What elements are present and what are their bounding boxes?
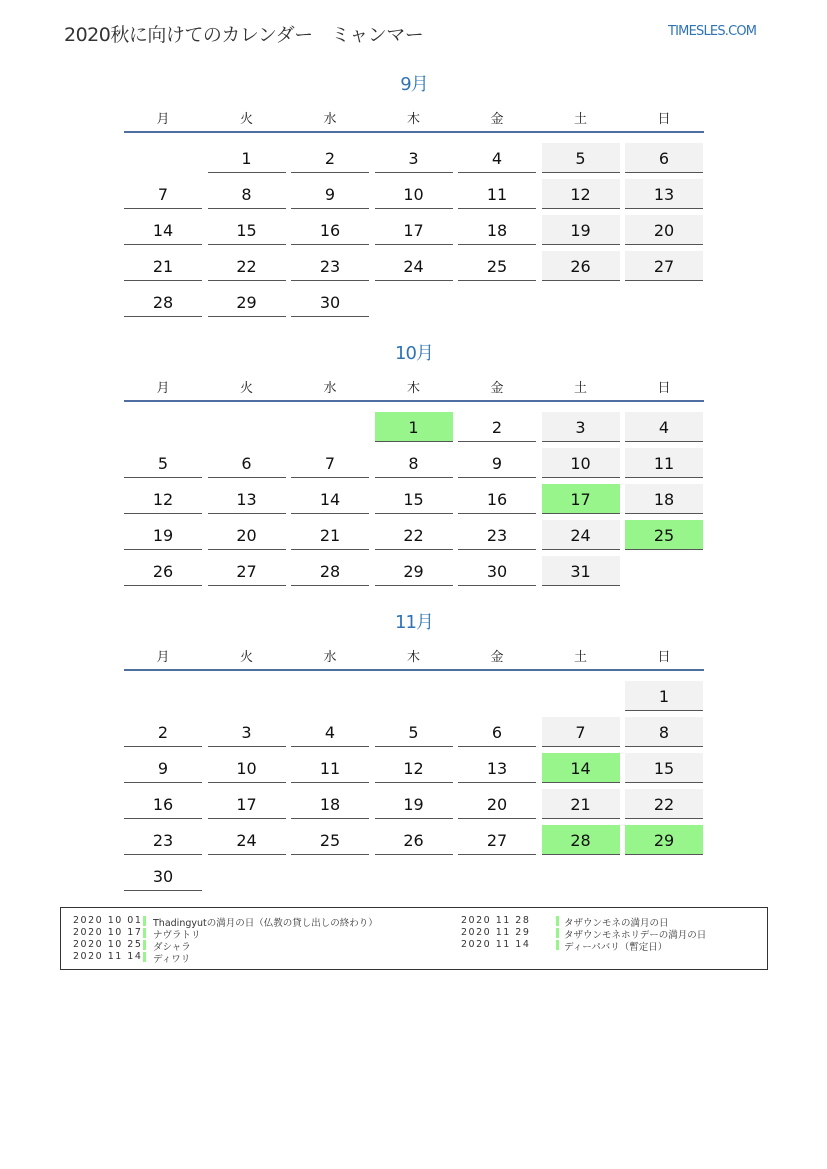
legend-name: Thadingyutの満月の日（仏教の貸し出しの終わり） bbox=[153, 918, 378, 929]
day-cell: 15 bbox=[375, 484, 453, 514]
day-cell: 20 bbox=[625, 215, 703, 245]
day-cell: 20 bbox=[458, 789, 536, 819]
holiday-legend bbox=[60, 907, 768, 970]
legend-name: ダシャラ bbox=[153, 942, 191, 953]
legend-marker bbox=[143, 928, 146, 938]
day-cell: 27 bbox=[458, 825, 536, 855]
day-cell: 16 bbox=[291, 215, 369, 245]
day-cell: 2 bbox=[124, 717, 202, 747]
legend-name: タザウンモネの満月の日 bbox=[564, 918, 669, 929]
day-cell: 19 bbox=[375, 789, 453, 819]
day-cell: 10 bbox=[208, 753, 286, 783]
month-title: 9月 bbox=[400, 74, 428, 95]
weekday-label-thursday: 木 bbox=[406, 650, 420, 665]
day-cell: 10 bbox=[375, 179, 453, 209]
legend-name: タザウンモネホリデーの満月の日 bbox=[564, 930, 707, 941]
day-cell: 1 bbox=[625, 681, 703, 711]
weekday-label-monday: 月 bbox=[156, 381, 170, 396]
day-cell: 19 bbox=[542, 215, 620, 245]
day-cell: 5 bbox=[375, 717, 453, 747]
legend-date: 2020 11 14 bbox=[73, 951, 143, 962]
weekday-label-friday: 金 bbox=[490, 112, 504, 127]
day-cell: 10 bbox=[542, 448, 620, 478]
day-cell: 20 bbox=[208, 520, 286, 550]
holiday-day-cell: 25 bbox=[625, 520, 703, 550]
month-october bbox=[124, 339, 704, 589]
day-cell: 9 bbox=[291, 179, 369, 209]
day-cell: 3 bbox=[375, 143, 453, 173]
legend-marker bbox=[556, 916, 559, 926]
month-title: 11月 bbox=[395, 612, 433, 633]
day-cell: 21 bbox=[124, 251, 202, 281]
weekday-label-saturday: 土 bbox=[573, 650, 587, 665]
day-cell: 17 bbox=[208, 789, 286, 819]
day-cell: 12 bbox=[542, 179, 620, 209]
day-cell: 26 bbox=[375, 825, 453, 855]
day-cell: 28 bbox=[291, 556, 369, 586]
day-cell: 2 bbox=[291, 143, 369, 173]
day-cell: 21 bbox=[542, 789, 620, 819]
weekday-label-wednesday: 水 bbox=[323, 650, 337, 665]
weekday-label-sunday: 日 bbox=[657, 650, 671, 665]
day-cell: 14 bbox=[291, 484, 369, 514]
month-title: 10月 bbox=[395, 343, 433, 364]
day-cell: 7 bbox=[124, 179, 202, 209]
day-cell: 24 bbox=[208, 825, 286, 855]
weekday-label-sunday: 日 bbox=[657, 112, 671, 127]
day-cell: 18 bbox=[625, 484, 703, 514]
weekday-label-tuesday: 火 bbox=[239, 650, 253, 665]
day-cell: 18 bbox=[291, 789, 369, 819]
day-cell: 11 bbox=[458, 179, 536, 209]
day-cell: 12 bbox=[124, 484, 202, 514]
legend-marker bbox=[556, 940, 559, 950]
holiday-day-cell: 17 bbox=[542, 484, 620, 514]
legend-marker bbox=[143, 940, 146, 950]
day-cell: 27 bbox=[208, 556, 286, 586]
day-cell: 9 bbox=[124, 753, 202, 783]
weekday-label-thursday: 木 bbox=[406, 381, 420, 396]
header-rule bbox=[124, 131, 704, 133]
day-cell: 6 bbox=[625, 143, 703, 173]
day-cell: 22 bbox=[208, 251, 286, 281]
day-cell: 22 bbox=[625, 789, 703, 819]
day-cell: 27 bbox=[625, 251, 703, 281]
legend-date: 2020 10 01 bbox=[73, 915, 143, 926]
legend-name: ディワリ bbox=[153, 954, 191, 965]
weekday-header bbox=[124, 646, 704, 666]
weekday-header bbox=[124, 377, 704, 397]
month-september bbox=[124, 70, 704, 320]
day-cell: 25 bbox=[291, 825, 369, 855]
day-cell: 13 bbox=[208, 484, 286, 514]
day-cell: 17 bbox=[375, 215, 453, 245]
day-cell: 5 bbox=[124, 448, 202, 478]
day-cell: 30 bbox=[124, 861, 202, 891]
day-cell: 28 bbox=[124, 287, 202, 317]
weekday-label-friday: 金 bbox=[490, 650, 504, 665]
day-cell: 16 bbox=[458, 484, 536, 514]
day-cell: 30 bbox=[291, 287, 369, 317]
day-cell: 6 bbox=[458, 717, 536, 747]
day-cell: 23 bbox=[458, 520, 536, 550]
weekday-label-monday: 月 bbox=[156, 112, 170, 127]
day-cell: 4 bbox=[458, 143, 536, 173]
day-cell: 25 bbox=[458, 251, 536, 281]
header-rule bbox=[124, 669, 704, 671]
weekday-label-sunday: 日 bbox=[657, 381, 671, 396]
day-cell: 7 bbox=[291, 448, 369, 478]
legend-name: ディーパバリ（暫定日） bbox=[564, 942, 668, 953]
day-cell: 12 bbox=[375, 753, 453, 783]
day-cell: 26 bbox=[124, 556, 202, 586]
legend-date: 2020 11 29 bbox=[461, 927, 531, 938]
holiday-day-cell: 28 bbox=[542, 825, 620, 855]
day-cell: 23 bbox=[124, 825, 202, 855]
day-cell: 13 bbox=[458, 753, 536, 783]
weekday-label-thursday: 木 bbox=[406, 112, 420, 127]
weekday-label-saturday: 土 bbox=[573, 381, 587, 396]
day-cell: 15 bbox=[208, 215, 286, 245]
day-cell: 19 bbox=[124, 520, 202, 550]
day-cell: 9 bbox=[458, 448, 536, 478]
header-rule bbox=[124, 400, 704, 402]
weekday-label-wednesday: 水 bbox=[323, 381, 337, 396]
page-title: 2020秋に向けてのカレンダー ミャンマー bbox=[64, 24, 424, 46]
month-november bbox=[124, 608, 704, 893]
day-cell: 4 bbox=[291, 717, 369, 747]
day-cell: 2 bbox=[458, 412, 536, 442]
weekday-label-wednesday: 水 bbox=[323, 112, 337, 127]
day-cell: 3 bbox=[542, 412, 620, 442]
day-cell: 31 bbox=[542, 556, 620, 586]
holiday-day-cell: 14 bbox=[542, 753, 620, 783]
weekday-label-tuesday: 火 bbox=[239, 381, 253, 396]
day-cell: 11 bbox=[625, 448, 703, 478]
weekday-label-saturday: 土 bbox=[573, 112, 587, 127]
day-cell: 29 bbox=[208, 287, 286, 317]
day-cell: 15 bbox=[625, 753, 703, 783]
day-cell: 8 bbox=[375, 448, 453, 478]
holiday-day-cell: 1 bbox=[375, 412, 453, 442]
legend-marker bbox=[143, 952, 146, 962]
day-cell: 1 bbox=[208, 143, 286, 173]
day-cell: 11 bbox=[291, 753, 369, 783]
day-cell: 30 bbox=[458, 556, 536, 586]
holiday-day-cell: 29 bbox=[625, 825, 703, 855]
legend-marker bbox=[556, 928, 559, 938]
day-cell: 24 bbox=[542, 520, 620, 550]
legend-date: 2020 10 17 bbox=[73, 927, 143, 938]
legend-date: 2020 11 28 bbox=[461, 915, 531, 926]
day-cell: 5 bbox=[542, 143, 620, 173]
brand-link[interactable]: TIMESLES.COM bbox=[668, 24, 757, 39]
day-cell: 4 bbox=[625, 412, 703, 442]
day-cell: 23 bbox=[291, 251, 369, 281]
day-cell: 16 bbox=[124, 789, 202, 819]
day-cell: 13 bbox=[625, 179, 703, 209]
legend-marker bbox=[143, 916, 146, 926]
weekday-label-friday: 金 bbox=[490, 381, 504, 396]
day-cell: 14 bbox=[124, 215, 202, 245]
day-cell: 8 bbox=[625, 717, 703, 747]
weekday-label-tuesday: 火 bbox=[239, 112, 253, 127]
day-cell: 18 bbox=[458, 215, 536, 245]
legend-name: ナヴラトリ bbox=[153, 930, 201, 941]
weekday-label-monday: 月 bbox=[156, 650, 170, 665]
legend-date: 2020 10 25 bbox=[73, 939, 143, 950]
weekday-header bbox=[124, 108, 704, 128]
day-cell: 8 bbox=[208, 179, 286, 209]
day-cell: 3 bbox=[208, 717, 286, 747]
day-cell: 6 bbox=[208, 448, 286, 478]
day-cell: 26 bbox=[542, 251, 620, 281]
day-cell: 24 bbox=[375, 251, 453, 281]
day-cell: 7 bbox=[542, 717, 620, 747]
legend-date: 2020 11 14 bbox=[461, 939, 531, 950]
day-cell: 22 bbox=[375, 520, 453, 550]
day-cell: 21 bbox=[291, 520, 369, 550]
day-cell: 29 bbox=[375, 556, 453, 586]
